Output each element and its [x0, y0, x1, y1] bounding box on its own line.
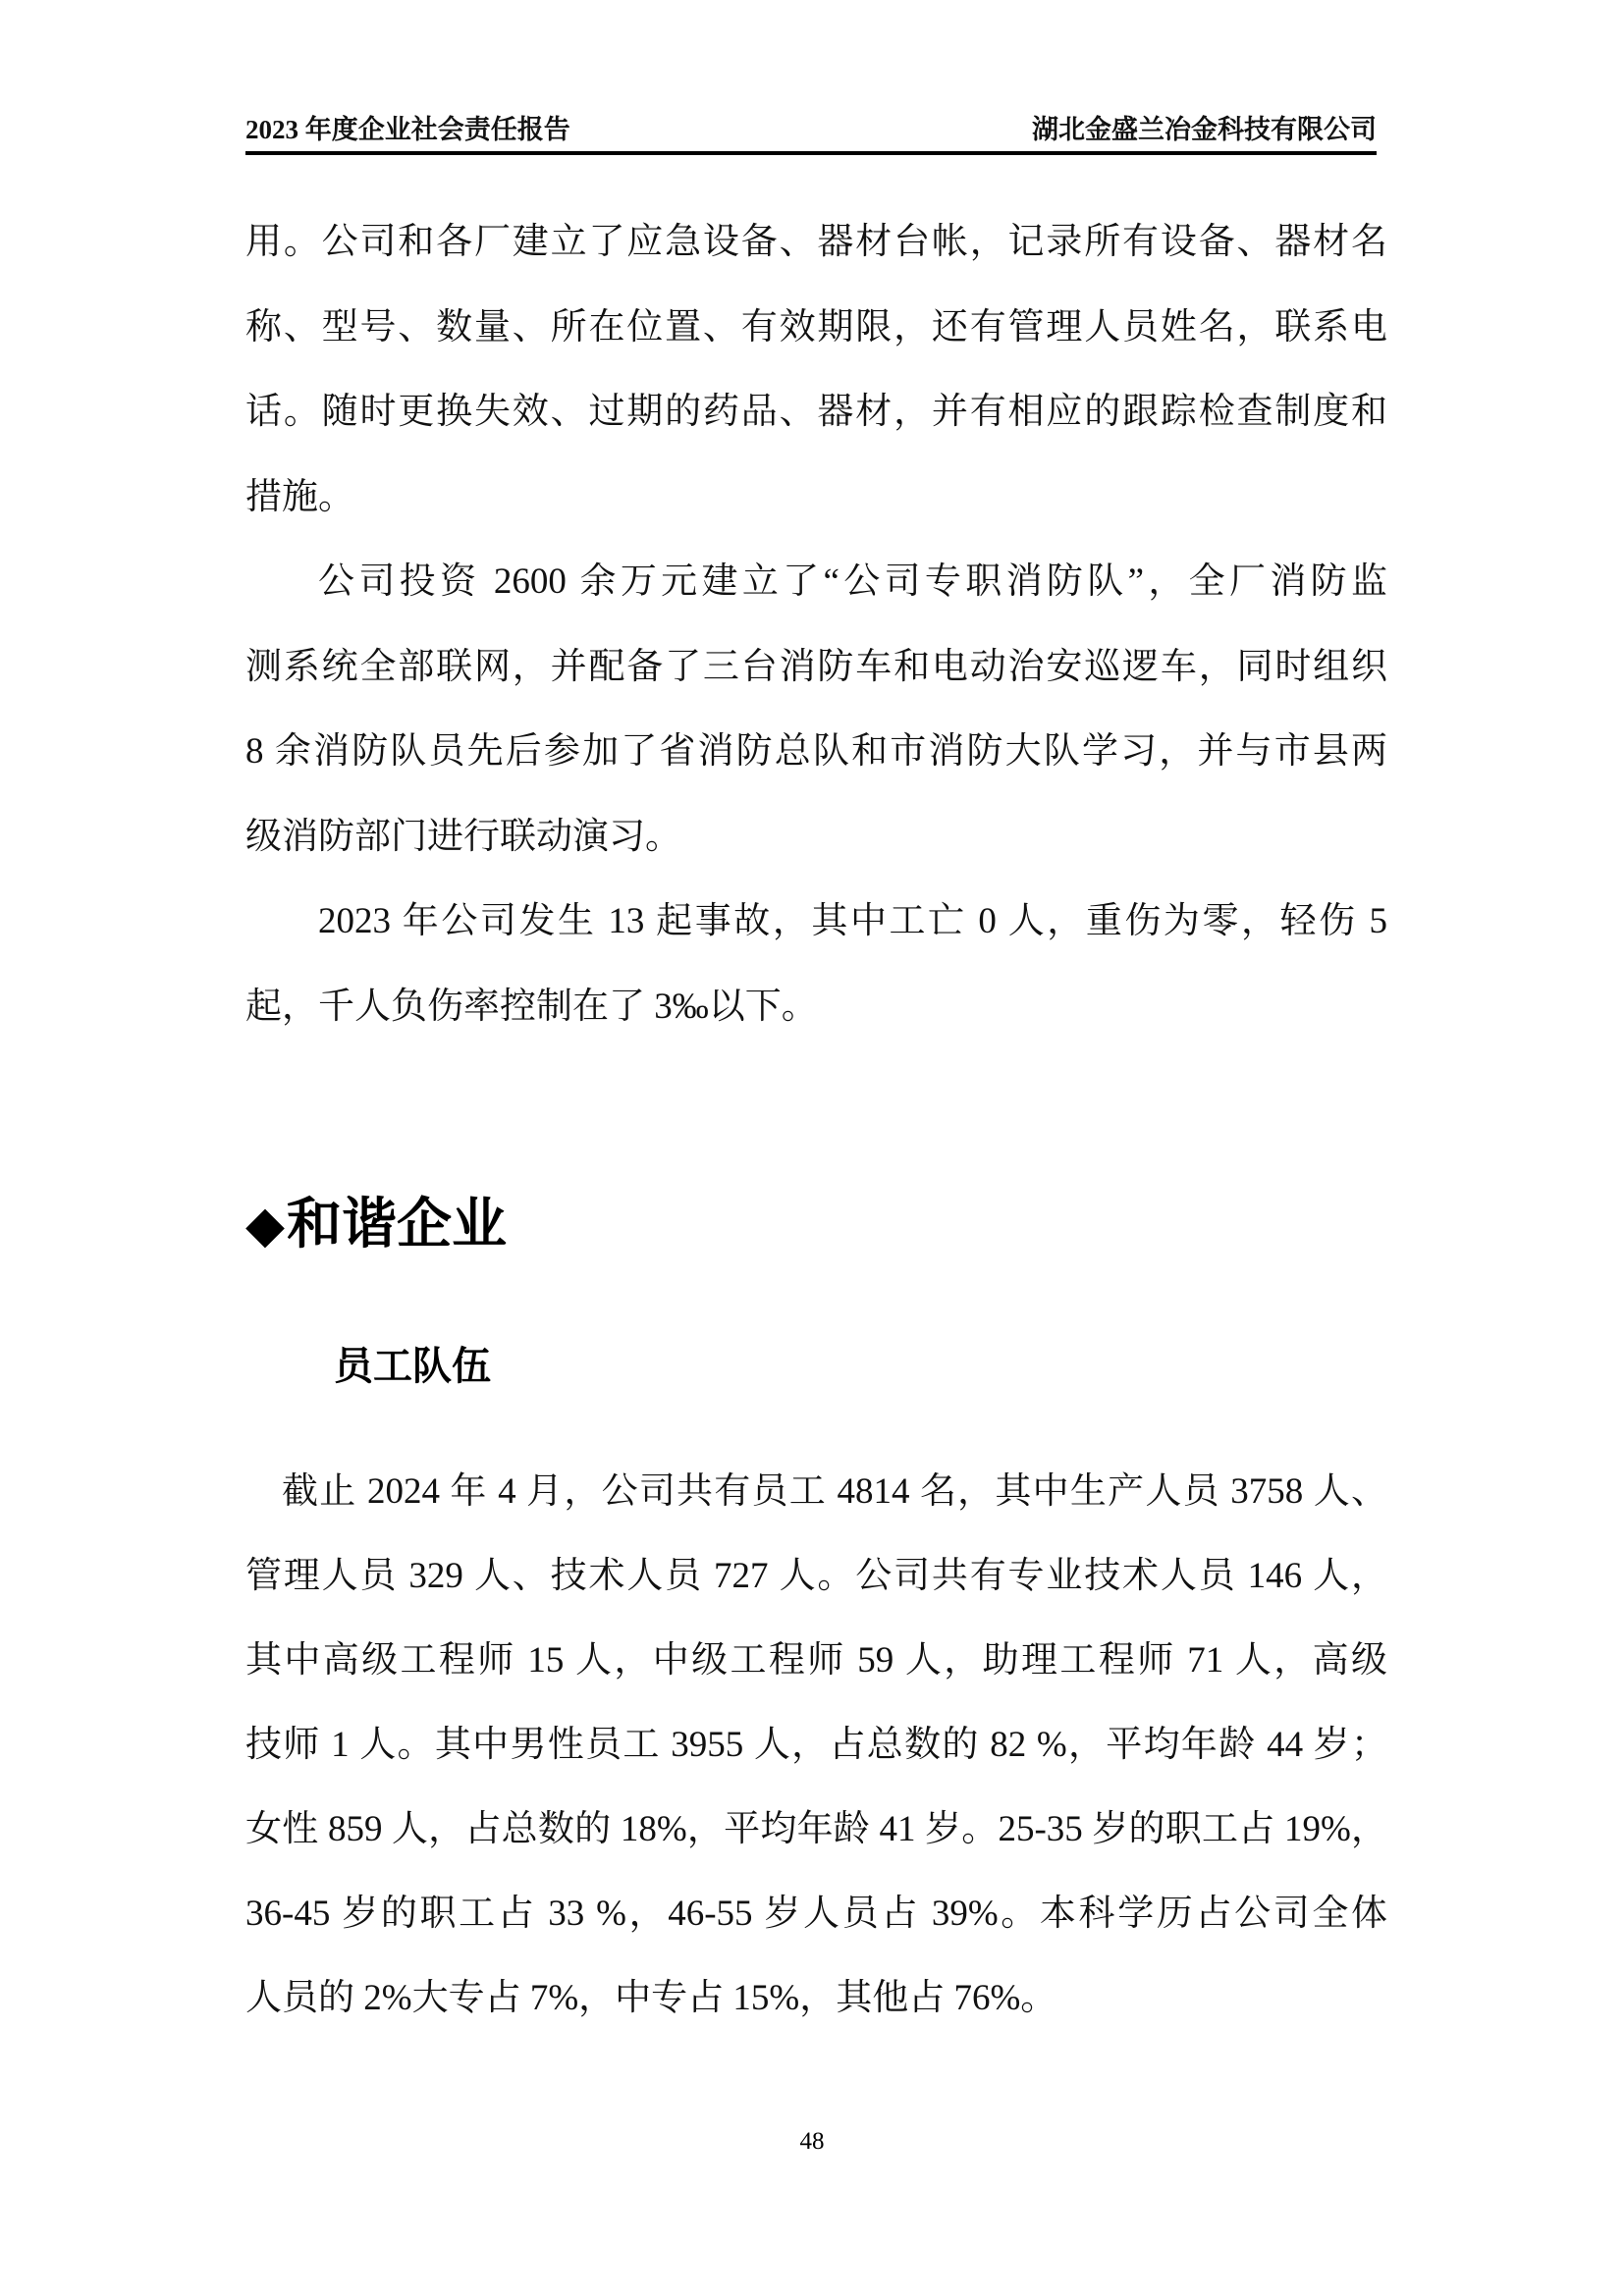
paragraph-workforce-stats — [245, 1450, 1387, 2041]
text-line: 管理人员 329 人、技术人员 727 人。公司共有专业技术人员 146 人， — [245, 1556, 1387, 1596]
text-line: 措施。 — [245, 476, 354, 517]
paragraph-fire-brigade — [245, 540, 1387, 880]
text-line: 起，千人负伤率控制在了 3‰以下。 — [245, 986, 818, 1027]
text-line: 公司投资 2600 余万元建立了“公司专职消防队”，全厂消防监 — [318, 561, 1387, 602]
diamond-bullet-icon: ◆ — [245, 1196, 285, 1255]
text-line: 称、型号、数量、所在位置、有效期限，还有管理人员姓名，联系电 — [245, 306, 1387, 347]
paragraph-accident-stats — [245, 880, 1387, 1049]
header-company-name: 湖北金盛兰冶金科技有限公司 — [1032, 115, 1377, 144]
text-line: 级消防部门进行联动演习。 — [245, 816, 681, 857]
text-line: 人员的 2%大专占 7%，中专占 15%，其他占 76%。 — [245, 1978, 1057, 2018]
page-body-bottom — [245, 1450, 1387, 2041]
text-line: 女性 859 人，占总数的 18%，平均年龄 41 岁。25-35 岁的职工占 19%， — [245, 1809, 1387, 1849]
page-number: 48 — [799, 2128, 825, 2155]
page-header — [245, 108, 1377, 155]
text-line: 36-45 岁的职工占 33 %，46-55 岁人员占 39%。本科学历占公司全体 — [245, 1894, 1387, 1934]
section-heading-harmonious-enterprise — [245, 1194, 507, 1256]
text-line: 话。随时更换失效、过期的药品、器材，并有相应的跟踪检查制度和 — [245, 392, 1387, 432]
subsection-heading-workforce: 员工队伍 — [334, 1345, 491, 1388]
text-line: 用。公司和各厂建立了应急设备、器材台帐，记录所有设备、器材名 — [245, 222, 1387, 262]
page-body-top — [245, 200, 1387, 1049]
text-line: 其中高级工程师 15 人，中级工程师 59 人，助理工程师 71 人，高级 — [245, 1640, 1387, 1681]
section-heading-label: 和谐企业 — [287, 1195, 507, 1255]
text-line: 2023 年公司发生 13 起事故，其中工亡 0 人，重伤为零，轻伤 5 — [318, 901, 1387, 941]
text-line: 截止 2024 年 4 月，公司共有员工 4814 名，其中生产人员 3758 人、 — [282, 1471, 1387, 1512]
text-line: 8 余消防队员先后参加了省消防总队和市消防大队学习，并与市县两 — [245, 731, 1387, 772]
text-line: 测系统全部联网，并配备了三台消防车和电动治安巡逻车，同时组织 — [245, 646, 1387, 687]
paragraph-emergency-equipment — [245, 200, 1387, 540]
text-line: 技师 1 人。其中男性员工 3955 人，占总数的 82 %，平均年龄 44 岁； — [245, 1725, 1387, 1765]
header-report-title: 2023 年度企业社会责任报告 — [245, 115, 570, 144]
page-footer — [0, 2128, 1624, 2156]
